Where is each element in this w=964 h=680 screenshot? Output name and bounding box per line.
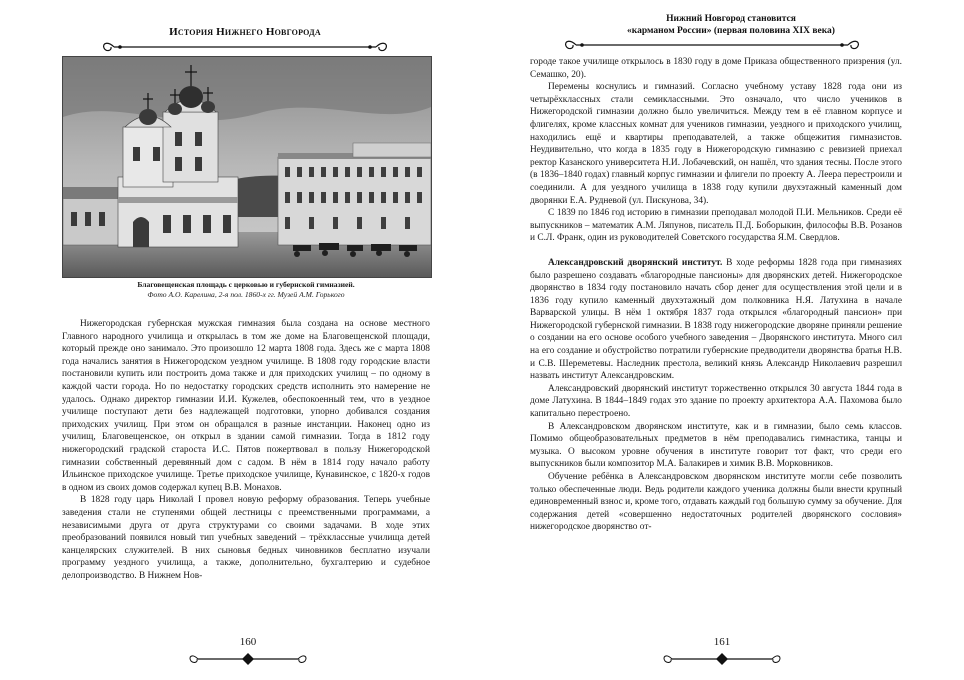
running-header bbox=[550, 14, 912, 37]
section-paragraph bbox=[530, 257, 902, 383]
header-line-2: «карманом России» (первая половина XIX века) bbox=[627, 25, 835, 36]
paragraph: Нижегородская губернская мужская гимназия была создана на основе местного Главного народного училища и открылась в том же доме на Благовещенской площади, который прежде оно занимало. Это произошло 12 марта 1808 года. Здесь же с марта 1808 года начались занятия в Нижегородском уездном училище. В 1808 году городские власти постановили купить или построить дома также и для приходских училищ – по одному в каждой части города. Но по недостатку городских средств исполнить это намерение не удалось. Однако директор гимназии И.И. Кужелев, обеспокоенный тем, что в уездное училище поступают дети без надлежащей подготовки, упорно добивался создания приходских училищ. При этом он обращался в разные инстанции. Наконец одно из училищ, Благовещенское, он открыл в здании самой гимназии. Тогда в 1812 году нижегородский градской староста И.С. Пятов пожертвовал в пользу Нижегородской гимназии собственный деревянный дом с садом. В нём в 1814 году начало работу Ильинское приходское училище. Третье приходское училище, Кунавинское, с 1820-х годов в одном из своих домов содержал купец В.В. Монахов. bbox=[62, 319, 430, 493]
right-page bbox=[482, 0, 964, 680]
section-heading: Александровский дворянский институт. bbox=[548, 257, 723, 268]
paragraph: С 1839 по 1846 год историю в гимназии преподавал молодой П.И. Мельников. Среди её выпускников – математик А.М. Ляпунов, писатель П.Д. Боборыкин, философы В.В. Розанов и С.Л. Франк, один из руководителей Советского государства Я.М. Свердлов. bbox=[530, 208, 902, 244]
footer-ornament bbox=[188, 652, 308, 666]
header-ornament-left bbox=[100, 40, 390, 54]
caption-title: Благовещенская площадь с церковью и губернской гимназией. bbox=[137, 280, 355, 289]
church-and-gymnasium-photo bbox=[63, 57, 431, 277]
header-ornament-right bbox=[562, 38, 862, 52]
page-number: 161 bbox=[713, 636, 731, 648]
historical-photo bbox=[62, 56, 432, 278]
paragraph: В 1828 году царь Николай I провел новую реформу образования. Теперь учебные заведения стали не ступенями общей лестницы с преемственными программами, а независимыми друга от друга структурами со своими задачами. В ходе этих преобразований появился новый тип учебных заведений – трёхклассные училища детей канцелярских служителей. В них сыновья бедных чиновников бесплатно изучали программу уездного училища, а также, дополнительно, бухгалтерию и судебное делопроизводство. В Нижнем Нов- bbox=[62, 495, 430, 581]
page-number: 160 bbox=[239, 636, 257, 648]
running-header: История Нижнего Новгорода bbox=[169, 26, 321, 38]
section-text: В ходе реформы 1828 года при гимназиях было разрешено создавать «благородные пансионы» для дворянских детей. Нижегородское дворянство в 1834 году постановило начать сбор денег для осуществления этой цели и в 1836 году купило каменный двухэтажный дом полковника Н.Я. Латухина в начале Варварской улицы. В нём 1 октября 1837 года открылся «благородный пансион» при Нижегородской губернской гимназии. В 1838 году нижегородские дворяне приняли решение о создании на его основе особого учебного заведения – Дворянского института. Много сил на его создание и обустройство потратили губернские предводители дворянства братья Н.В. и С.В. Шереметевы. Наследник престола, великий князь Александр Николаевич разрешил назвать институт Александровским. bbox=[530, 257, 902, 382]
paragraph: В Александровском дворянском институте, как и в гимназии, было семь классов. Помимо общеобразовательных предметов в нём преподавались гимнастика, танцы и музыка. О высоком уровне обучения в институте говорит тот факт, что среди его выпускников были композитор М.А. Балакирев и химик В.В. Морковников. bbox=[530, 421, 902, 470]
footer-ornament bbox=[662, 652, 782, 666]
caption-credit: Фото А.О. Карелина, 2-я пол. 1860-х гг. Музей А.М. Горького bbox=[147, 290, 345, 299]
paragraph: Перемены коснулись и гимназий. Согласно учебному уставу 1828 года они из четырёхклассных стали семиклассными. Это означало, что число учеников в Нижегородской гимназии должно было увеличиться. Между тем в её главном корпусе и флигелях, кроме классных комнат для учеников гимназии, уездного и приходского училищ, находились ещё и квартиры преподавателей, а также общежития гимназистов. Неудивительно, что когда в 1835 году в Нижегородскую гимназию с ревизией приехал ректор Казанского университета Н.И. Лобачевский, он нашёл, что здания тесны. После этого (в 1836–1840 годах) главный корпус гимназии и флигели по проекту А. Леера перестроили и соединили. А для уездного училища в 1838 году купили двухэтажный каменный дом дворянки Е.А. Рудневой (ул. Пискунова, 34). bbox=[530, 82, 902, 206]
paragraph: городе такое училище открылось в 1830 году в доме Приказа общественного призрения (ул. Семашко, 20). bbox=[530, 57, 902, 80]
photo-caption bbox=[62, 280, 430, 300]
right-body-text bbox=[530, 56, 902, 534]
paragraph: Александровский дворянский институт торжественно открылся 30 августа 1844 года в доме Латухина. В 1844–1849 годах это здание по проекту архитектора А.А. Пахомова было капитально перестроено. bbox=[530, 383, 902, 420]
left-body-text bbox=[62, 318, 430, 582]
header-line-1: Нижний Новгород становится bbox=[666, 14, 796, 24]
paragraph: Обучение ребёнка в Александровском дворянском институте могли себе позволить только обеспеченные люди. Ведь родители каждого ученика должны были внести крупный единовременный взнос и, кроме того, отдавать каждый год большую сумму за обучение. Для содержания детей «совершенно недостаточных родителей дворянского сословия» нижегородское дворянство от- bbox=[530, 472, 902, 533]
